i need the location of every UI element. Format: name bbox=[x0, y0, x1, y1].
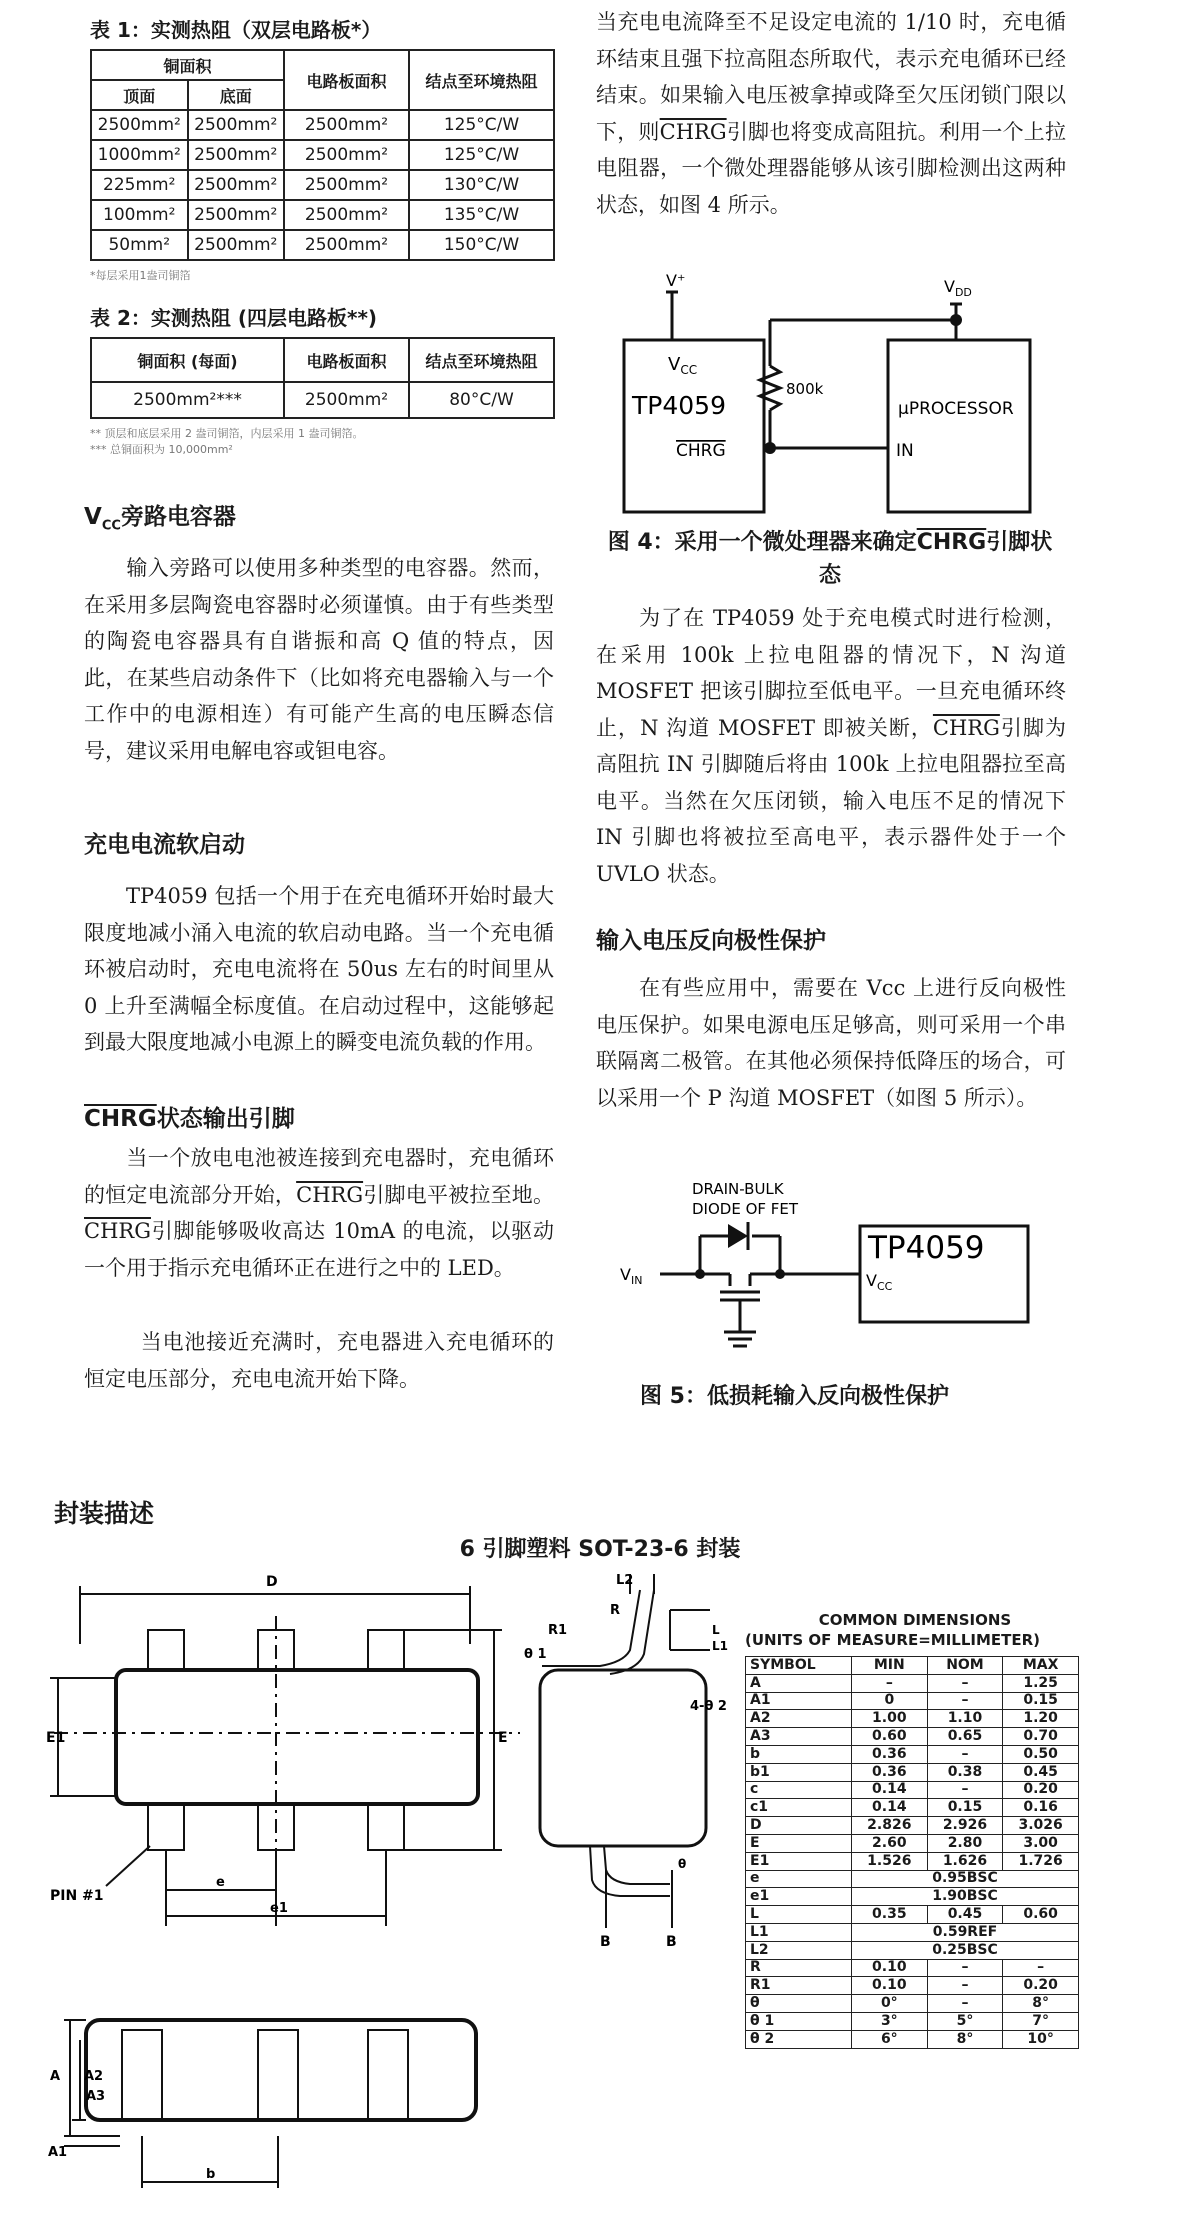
dims-value: 1.526 bbox=[851, 1852, 927, 1870]
dims-row bbox=[746, 1728, 1079, 1746]
fig4-chip-label: TP4059 bbox=[632, 391, 726, 420]
dims-value: 0.59REF bbox=[851, 1923, 1078, 1941]
dims-value: 5° bbox=[927, 2012, 1003, 2030]
td2-copper: 2500mm²*** bbox=[91, 382, 284, 418]
dims-value: – bbox=[927, 1745, 1003, 1763]
dim-theta: θ bbox=[678, 1857, 687, 1871]
dims-value: – bbox=[927, 1977, 1003, 1995]
dims-value: 1.20 bbox=[1003, 1710, 1079, 1728]
dims-row bbox=[746, 2012, 1079, 2030]
reverse-polarity-paragraph: 在有些应用中，需要在 Vcc 上进行反向极性电压保护。如果电源电压足够高，则可采用一个串联隔离二极管。在其他必须保持低降压的场合，可以采用一个 P 沟道 MOSFET（如图 5 所示）。 bbox=[596, 976, 1066, 1110]
dim-A1: A1 bbox=[48, 2145, 68, 2160]
soft-start-paragraph: TP4059 包括一个用于在充电循环开始时最大限度地减小涌入电流的软启动电路。当一个充电循环被启动时，充电电流将在 50us 左右的时间里从 0 上升至满幅全标度值。在启动过程中，这能够起到最大限度地减小电源上的瞬变电流负载的作用。 bbox=[84, 884, 554, 1054]
microprocessor-box bbox=[888, 340, 1030, 512]
dims-symbol: L2 bbox=[746, 1941, 852, 1959]
table1-cell: 2500mm² bbox=[284, 200, 409, 230]
dims-value: 0.60 bbox=[851, 1728, 927, 1746]
dims-symbol: b bbox=[746, 1745, 852, 1763]
dims-value: 1.25 bbox=[1003, 1674, 1079, 1692]
table1-cell: 100mm² bbox=[91, 200, 188, 230]
dims-value: 0.20 bbox=[1003, 1781, 1079, 1799]
dims-symbol: c bbox=[746, 1781, 852, 1799]
dims-row bbox=[746, 1977, 1079, 1995]
dim-A: A bbox=[50, 2069, 61, 2084]
th-top: 顶面 bbox=[91, 80, 188, 110]
dims-row bbox=[746, 2030, 1079, 2048]
fig5-vcc-label: $V_{CC}$ bbox=[866, 1271, 893, 1293]
dims-value: 10° bbox=[1003, 2030, 1079, 2048]
vcc-bypass-heading: $V_{CC}$旁路电容器 bbox=[84, 504, 236, 534]
dim-E: E bbox=[498, 1730, 508, 1746]
dims-value: 1.10 bbox=[927, 1710, 1003, 1728]
table1-row bbox=[91, 110, 554, 140]
td2-theta: 80°C/W bbox=[409, 382, 554, 418]
dims-value: 0.15 bbox=[927, 1799, 1003, 1817]
dims-symbol: E bbox=[746, 1834, 852, 1852]
dims-symbol: e bbox=[746, 1870, 852, 1888]
dims-value: 0.25BSC bbox=[851, 1941, 1078, 1959]
dims-symbol: c1 bbox=[746, 1799, 852, 1817]
dim-L2: L2 bbox=[616, 1573, 634, 1588]
table1-row bbox=[91, 230, 554, 260]
dims-value: 1.90BSC bbox=[851, 1888, 1078, 1906]
figure-5-circuit bbox=[620, 1176, 1040, 1376]
dim-D: D bbox=[266, 1574, 278, 1590]
dims-row bbox=[746, 1781, 1079, 1799]
dim-R: R bbox=[610, 1603, 621, 1618]
dimensions-table bbox=[745, 1656, 1079, 2049]
dim-A3: A3 bbox=[86, 2089, 106, 2104]
thermal-table-1 bbox=[90, 49, 555, 261]
table1-cell: 2500mm² bbox=[91, 110, 188, 140]
chrg-output-paragraph-2: 当电池接近充满时，充电器进入充电循环的恒定电压部分，充电电流开始下降。 bbox=[84, 1330, 554, 1391]
dims-row bbox=[746, 1834, 1079, 1852]
dims-value: 3° bbox=[851, 2012, 927, 2030]
dims-value: 2.826 bbox=[851, 1817, 927, 1835]
dims-value: 0.45 bbox=[927, 1906, 1003, 1924]
pin1-label: PIN #1 bbox=[50, 1888, 104, 1904]
figure-4-circuit bbox=[610, 268, 1040, 528]
figure-4-caption: 图 4：采用一个微处理器来确定CHRG引脚状态 bbox=[607, 530, 1053, 588]
dims-symbol: L bbox=[746, 1906, 852, 1924]
th-board: 电路板面积 bbox=[284, 50, 409, 110]
dims-row bbox=[746, 1674, 1079, 1692]
dim-theta2: 4-θ 2 bbox=[690, 1699, 727, 1714]
dims-value: – bbox=[851, 1674, 927, 1692]
soft-start-heading: 充电电流软启动 bbox=[84, 832, 245, 858]
table1-cell: 2500mm² bbox=[284, 140, 409, 170]
dims-row bbox=[746, 1817, 1079, 1835]
dims-symbol: e1 bbox=[746, 1888, 852, 1906]
vcc-label: $V_{CC}$ bbox=[668, 354, 698, 377]
vplus-label: V⁺ bbox=[666, 271, 686, 290]
th2-board: 电路板面积 bbox=[284, 338, 409, 382]
table1-cell: 2500mm² bbox=[284, 110, 409, 140]
common-dimensions-block bbox=[745, 1610, 1085, 2049]
dims-symbol: R bbox=[746, 1959, 852, 1977]
dims-row bbox=[746, 1745, 1079, 1763]
fig4-chrg-label: CHRG bbox=[676, 441, 726, 461]
junction-dot bbox=[764, 442, 776, 454]
vcc-bypass-paragraph: 输入旁路可以使用多种类型的电容器。然而，在采用多层陶瓷电容器时必须谨慎。由于有些类型的陶瓷电容器具有自谐振和高 Q 值的特点，因此，在某些启动条件下（比如将充电器输入与一个工作中的电源相连）有可能产生高的电压瞬态信号，建议采用电解电容或钽电容。 bbox=[84, 556, 554, 763]
dims-h-max: MAX bbox=[1003, 1657, 1079, 1675]
diode-of-fet-label: DIODE OF FET bbox=[692, 1200, 799, 1218]
dims-row bbox=[746, 1906, 1079, 1924]
table1-cell: 135°C/W bbox=[409, 200, 554, 230]
table1-cell: 225mm² bbox=[91, 170, 188, 200]
th2-theta: 结点至环境热阻 bbox=[409, 338, 554, 382]
dims-symbol: b1 bbox=[746, 1763, 852, 1781]
th-copper: 铜面积 bbox=[91, 50, 284, 80]
dims-value: 0° bbox=[851, 1995, 927, 2013]
drain-bulk-label: DRAIN-BULK bbox=[692, 1180, 784, 1198]
fig5-chip-label: TP4059 bbox=[868, 1230, 985, 1266]
table1-row bbox=[91, 170, 554, 200]
dims-value: 8° bbox=[1003, 1995, 1079, 2013]
dims-value: 0.35 bbox=[851, 1906, 927, 1924]
dim-L: L bbox=[712, 1623, 720, 1637]
dims-value: 8° bbox=[927, 2030, 1003, 2048]
processor-label: μPROCESSOR bbox=[898, 399, 1014, 419]
dims-value: 0.45 bbox=[1003, 1763, 1079, 1781]
in-label: IN bbox=[896, 441, 914, 461]
dims-symbol: L1 bbox=[746, 1923, 852, 1941]
th-theta: 结点至环境热阻 bbox=[409, 50, 554, 110]
th-bottom: 底面 bbox=[188, 80, 285, 110]
package-title: 6 引脚塑料 SOT-23-6 封装 bbox=[459, 1537, 741, 1562]
dims-h-nom: NOM bbox=[927, 1657, 1003, 1675]
dims-row bbox=[746, 1959, 1079, 1977]
dims-value: 6° bbox=[851, 2030, 927, 2048]
package-top-view-drawing bbox=[46, 1570, 550, 2210]
vcc-bypass-section bbox=[84, 498, 554, 534]
dims-value: 0.65 bbox=[927, 1728, 1003, 1746]
dims-value: 0.15 bbox=[1003, 1692, 1079, 1710]
dims-row bbox=[746, 1923, 1079, 1941]
table1-row bbox=[91, 200, 554, 230]
table1-cell: 50mm² bbox=[91, 230, 188, 260]
chrg-output-paragraph-1: 当一个放电电池被连接到充电器时，充电循环的恒定电流部分开始，CHRG引脚电平被拉至地。CHRG引脚能够吸收高达 10mA 的电流，以驱动一个用于指示充电循环正在进行之中的 LED。 bbox=[84, 1146, 555, 1280]
dims-value: 1.626 bbox=[927, 1852, 1003, 1870]
dims-value: – bbox=[927, 1781, 1003, 1799]
package-side-view-drawing bbox=[520, 1570, 750, 1950]
dims-value: 0.50 bbox=[1003, 1745, 1079, 1763]
right-mid-paragraph: 为了在 TP4059 处于充电模式时进行检测，在采用 100k 上拉电阻器的情况下，N 沟道 MOSFET 把该引脚拉至低电平。一旦充电循环终止，N 沟道 MOSFET 即被关断，CHRG引脚为高阻抗 IN 引脚随后将由 100k 上拉电阻器拉至高电平。当然在欠压闭锁，输入电压不足的情况下 IN 引脚也将被拉至高电平，表示器件处于一个 UVLO 状态。 bbox=[596, 606, 1066, 886]
table1-cell: 2500mm² bbox=[284, 230, 409, 260]
dim-A2: A2 bbox=[84, 2069, 104, 2084]
table2-title: 表 2：实测热阻 (四层电路板**) bbox=[90, 306, 378, 330]
dims-row bbox=[746, 1763, 1079, 1781]
section-B-left: B bbox=[600, 1934, 611, 1950]
dim-b: b bbox=[206, 2167, 216, 2182]
dims-value: – bbox=[927, 1674, 1003, 1692]
dims-title-2: (UNITS OF MEASURE=MILLIMETER) bbox=[745, 1631, 1041, 1649]
dims-value: 0 bbox=[851, 1692, 927, 1710]
table1-cell: 2500mm² bbox=[188, 230, 285, 260]
dims-value: 2.60 bbox=[851, 1834, 927, 1852]
package-heading: 封装描述 bbox=[54, 1499, 155, 1528]
dims-row bbox=[746, 1710, 1079, 1728]
table1-cell: 1000mm² bbox=[91, 140, 188, 170]
table2-note2: *** 总铜面积为 10,000mm² bbox=[90, 443, 233, 456]
dims-value: 0.14 bbox=[851, 1799, 927, 1817]
th2-copper: 铜面积 (每面) bbox=[91, 338, 284, 382]
dims-row bbox=[746, 1888, 1079, 1906]
table1-block bbox=[90, 14, 560, 283]
dims-symbol: θ 1 bbox=[746, 2012, 852, 2030]
dims-value: 0.20 bbox=[1003, 1977, 1079, 1995]
dims-symbol: θ bbox=[746, 1995, 852, 2013]
dims-value: 1.726 bbox=[1003, 1852, 1079, 1870]
vin-label: $V_{IN}$ bbox=[620, 1265, 643, 1287]
dims-title-1: COMMON DIMENSIONS bbox=[818, 1611, 1012, 1629]
chrg-output-heading: CHRG状态输出引脚 bbox=[84, 1106, 295, 1132]
dims-h-symbol: SYMBOL bbox=[746, 1657, 852, 1675]
dims-symbol: A1 bbox=[746, 1692, 852, 1710]
dims-value: 1.00 bbox=[851, 1710, 927, 1728]
dims-value: 0.95BSC bbox=[851, 1870, 1078, 1888]
thermal-table-2 bbox=[90, 337, 555, 419]
table1-cell: 2500mm² bbox=[188, 200, 285, 230]
vdd-label: $V_{DD}$ bbox=[944, 277, 972, 299]
right-top-paragraph: 当充电电流降至不足设定电流的 1/10 时，充电循环结束且强下拉高阻态所取代，表示充电循环已经结束。如果输入电压被拿掉或降至欠压闭锁门限以下，则CHRG引脚也将变成高阻抗。利用一个上拉电阻器，一个微处理器能够从该引脚检测出这两种状态，如图 4 所示。 bbox=[596, 10, 1067, 217]
dims-symbol: E1 bbox=[746, 1852, 852, 1870]
dims-value: 0.36 bbox=[851, 1763, 927, 1781]
resistor-label: 800k bbox=[786, 380, 824, 398]
dims-value: 0.10 bbox=[851, 1959, 927, 1977]
dims-symbol: A bbox=[746, 1674, 852, 1692]
dim-L1: L1 bbox=[712, 1639, 728, 1653]
dims-symbol: R1 bbox=[746, 1977, 852, 1995]
junction-dot-vdd bbox=[950, 314, 962, 326]
dim-e: e bbox=[216, 1875, 225, 1890]
table1-note: *每层采用1盎司铜箔 bbox=[90, 269, 191, 282]
dims-value: 2.926 bbox=[927, 1817, 1003, 1835]
dims-row bbox=[746, 1870, 1079, 1888]
dims-value: 0.38 bbox=[927, 1763, 1003, 1781]
figure-5-caption: 图 5：低损耗输入反向极性保护 bbox=[640, 1384, 949, 1409]
td2-board: 2500mm² bbox=[284, 382, 409, 418]
dims-value: 0.36 bbox=[851, 1745, 927, 1763]
dims-symbol: A2 bbox=[746, 1710, 852, 1728]
table1-cell: 150°C/W bbox=[409, 230, 554, 260]
table1-row bbox=[91, 140, 554, 170]
dims-value: 2.80 bbox=[927, 1834, 1003, 1852]
dims-value: – bbox=[927, 1692, 1003, 1710]
table1-cell: 125°C/W bbox=[409, 110, 554, 140]
table1-cell: 2500mm² bbox=[284, 170, 409, 200]
dims-row bbox=[746, 1692, 1079, 1710]
dims-row bbox=[746, 1995, 1079, 2013]
table2-block bbox=[90, 302, 560, 457]
dims-symbol: θ 2 bbox=[746, 2030, 852, 2048]
dims-h-min: MIN bbox=[851, 1657, 927, 1675]
dims-row bbox=[746, 1941, 1079, 1959]
dims-value: 3.00 bbox=[1003, 1834, 1079, 1852]
dim-e1: e1 bbox=[270, 1901, 288, 1916]
dims-value: 7° bbox=[1003, 2012, 1079, 2030]
dim-R1: R1 bbox=[548, 1623, 568, 1638]
dims-value: 0.60 bbox=[1003, 1906, 1079, 1924]
section-B-right: B bbox=[666, 1934, 677, 1950]
reverse-polarity-heading: 输入电压反向极性保护 bbox=[596, 928, 826, 954]
table1-title: 表 1：实测热阻（双层电路板*） bbox=[90, 18, 382, 42]
dims-symbol: D bbox=[746, 1817, 852, 1835]
dims-row bbox=[746, 1799, 1079, 1817]
table1-cell: 2500mm² bbox=[188, 110, 285, 140]
dims-value: – bbox=[927, 1959, 1003, 1977]
table2-note1: ** 顶层和底层采用 2 盎司铜箔，内层采用 1 盎司铜箔。 bbox=[90, 427, 364, 440]
dims-value: – bbox=[927, 1995, 1003, 2013]
table1-cell: 2500mm² bbox=[188, 170, 285, 200]
dims-value: 0.16 bbox=[1003, 1799, 1079, 1817]
dim-theta1: θ 1 bbox=[524, 1647, 547, 1662]
dims-value: 3.026 bbox=[1003, 1817, 1079, 1835]
table1-cell: 125°C/W bbox=[409, 140, 554, 170]
dims-value: 0.10 bbox=[851, 1977, 927, 1995]
dims-value: – bbox=[1003, 1959, 1079, 1977]
dims-row bbox=[746, 1852, 1079, 1870]
table1-cell: 2500mm² bbox=[188, 140, 285, 170]
table1-cell: 130°C/W bbox=[409, 170, 554, 200]
dims-symbol: A3 bbox=[746, 1728, 852, 1746]
dim-E1: E1 bbox=[46, 1730, 66, 1746]
dims-value: 0.70 bbox=[1003, 1728, 1079, 1746]
dims-value: 0.14 bbox=[851, 1781, 927, 1799]
